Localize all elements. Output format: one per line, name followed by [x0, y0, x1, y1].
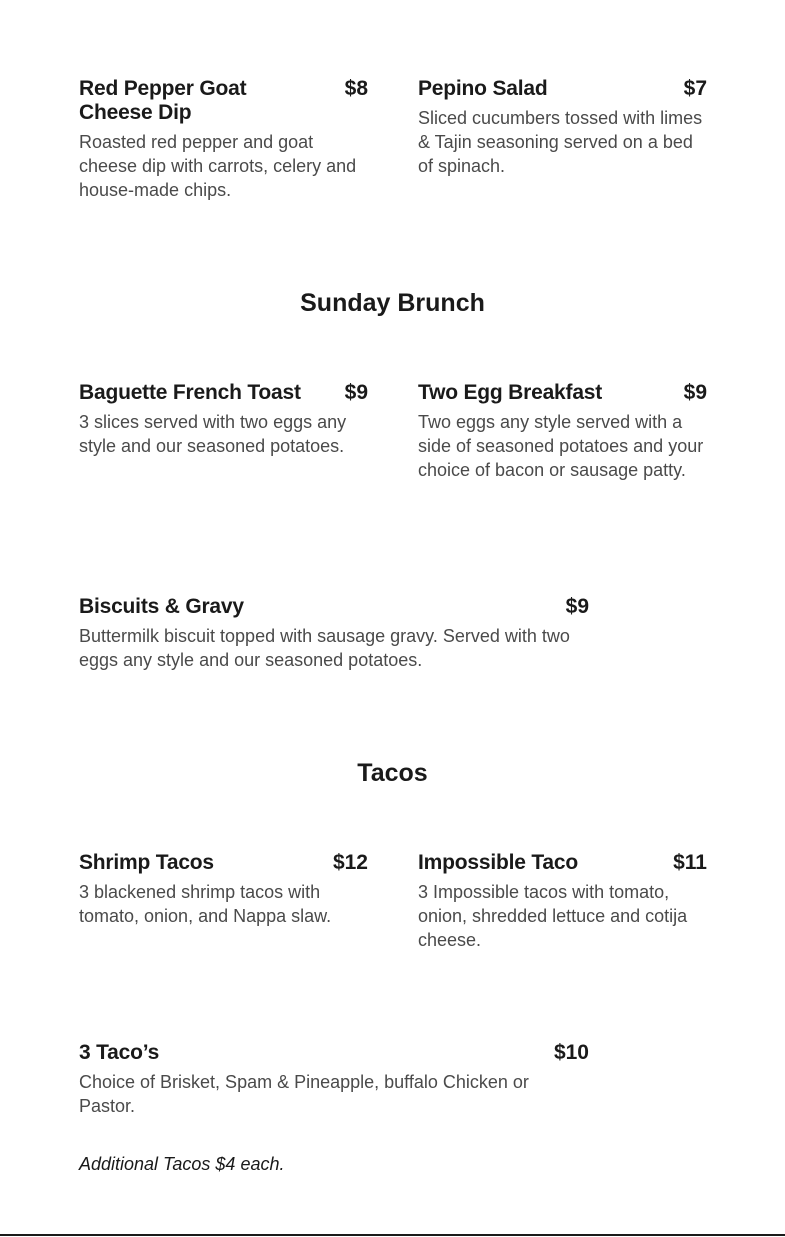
menu-item-price: $9 [683, 381, 707, 404]
section-title-sunday-brunch: Sunday Brunch [300, 289, 485, 317]
menu-item-price: $12 [332, 851, 368, 874]
menu-item-price: $9 [565, 595, 589, 618]
menu-item-description: 3 Impossible tacos with tomato, onion, shredded lettuce and cotija cheese. [418, 882, 688, 950]
menu-item-header [79, 77, 368, 125]
menu-item-price: $11 [673, 851, 707, 874]
menu-item-price: $8 [344, 77, 368, 100]
menu-item-header [418, 851, 707, 875]
menu-item-name: Pepino Salad [418, 77, 548, 100]
menu-item-description: Sliced cucumbers tossed with limes & Tajin seasoning served on a bed of spinach. [418, 108, 703, 176]
menu-item-header [79, 1041, 589, 1065]
menu-item-two-egg-breakfast [418, 381, 707, 482]
menu-item-header [79, 381, 368, 405]
additional-tacos-note: Additional Tacos $4 each. [79, 1154, 285, 1174]
menu-item-name: Biscuits & Gravy [79, 595, 244, 618]
menu-item-name: Baguette French Toast [79, 381, 301, 404]
menu-item-name: Shrimp Tacos [79, 851, 214, 874]
menu-item-name: 3 Taco’s [79, 1041, 160, 1064]
menu-item-price: $10 [553, 1041, 589, 1064]
menu-item-header [418, 381, 707, 405]
menu-item-3-tacos [79, 1041, 589, 1118]
menu-item-header [79, 851, 368, 875]
menu-item-baguette-french-toast [79, 381, 368, 458]
menu-item-price: $9 [344, 381, 368, 404]
menu-item-name: Two Egg Breakfast [418, 381, 603, 404]
menu-item-name: Impossible Taco [418, 851, 578, 874]
menu-item-price: $7 [683, 77, 707, 100]
menu-item-description: 3 blackened shrimp tacos with tomato, onion, and Nappa slaw. [79, 882, 332, 926]
menu-item-description: Two eggs any style served with a side of seasoned potatoes and your choice of bacon or sausage patty. [418, 412, 704, 480]
section-title-tacos: Tacos [357, 759, 428, 787]
menu-item-description: Choice of Brisket, Spam & Pineapple, buffalo Chicken or Pastor. [79, 1072, 529, 1116]
menu-item-pepino-salad [418, 77, 707, 178]
menu-item-name: Red Pepper Goat Cheese Dip [79, 77, 247, 124]
menu-item-biscuits-and-gravy [79, 595, 589, 672]
menu-item-description: Roasted red pepper and goat cheese dip with carrots, celery and house-made chips. [79, 132, 357, 200]
menu-item-description: Buttermilk biscuit topped with sausage gravy. Served with two eggs any style and our seasoned potatoes. [79, 626, 570, 670]
menu-item-shrimp-tacos [79, 851, 368, 928]
menu-item-red-pepper-goat-cheese-dip [79, 77, 368, 202]
menu-item-header [418, 77, 707, 101]
menu-item-header [79, 595, 589, 619]
bottom-divider [0, 1234, 785, 1236]
menu-item-description: 3 slices served with two eggs any style and our seasoned potatoes. [79, 412, 347, 456]
menu-item-impossible-taco [418, 851, 707, 952]
